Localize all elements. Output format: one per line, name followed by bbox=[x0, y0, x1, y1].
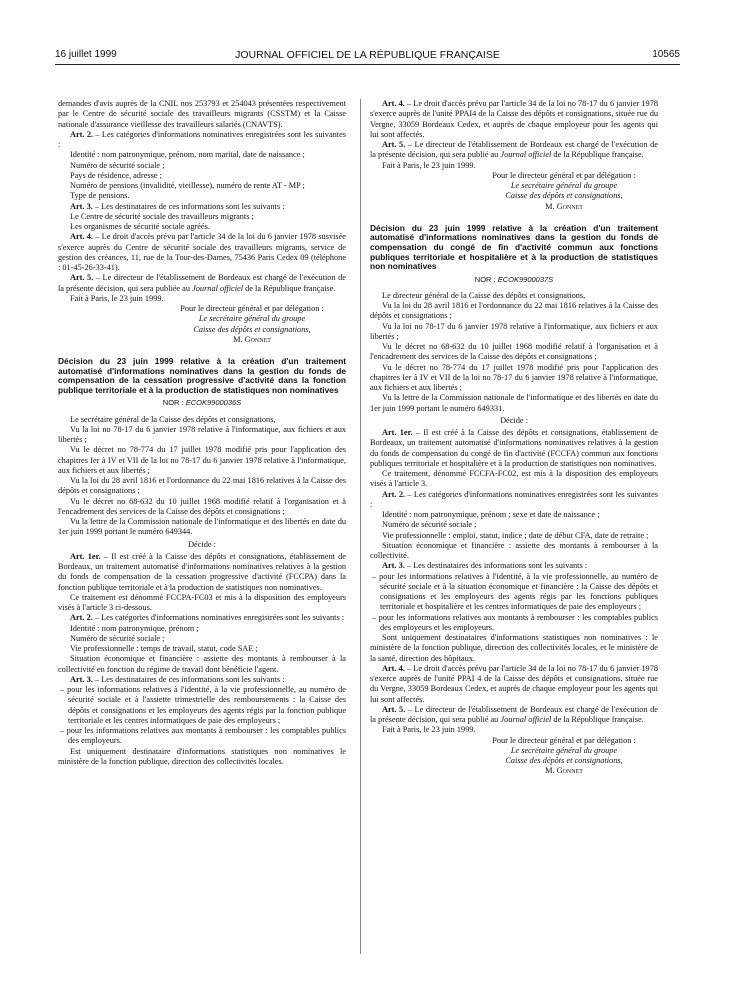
left-sig-line3: Caisse des dépôts et consignations, bbox=[193, 324, 311, 334]
left-art2-item: Pays de résidence, adresse ; bbox=[70, 170, 162, 180]
left-art2-label: Art. 2. bbox=[70, 129, 94, 139]
left-b-art2-item: Identité : nom patronymique, prénom ; bbox=[70, 623, 199, 633]
page-header bbox=[55, 49, 680, 65]
right-sig2-line3: Caisse des dépôts et consignations, bbox=[505, 756, 623, 766]
right-c-art5 bbox=[370, 705, 658, 726]
left-b-art3-label: Art. 3. bbox=[70, 674, 93, 684]
right-b-art2 bbox=[370, 490, 658, 511]
right-sig-name: M. Gonnet bbox=[545, 201, 583, 211]
left-art2-text: – Les catégories d'informations nominatives enregistrées sont les suivantes : bbox=[58, 129, 346, 149]
right-fait: Fait à Paris, le 23 juin 1999. bbox=[382, 160, 476, 170]
left-art3-item: Les organismes de sécurité sociale agréés. bbox=[70, 222, 210, 231]
left-intro: demandes d'avis auprès de la CNIL nos 253793 et 254043 présentées respectivement par le Centre de sécurité sociale des travailleurs migrants (CSSTM) et la Caisse nationale d'assurance vieillesse des travailleurs salariés (CNAVTS). bbox=[58, 99, 346, 129]
right-art4 bbox=[370, 99, 658, 140]
right-visa: Vu la loi du 28 avril 1816 et l'ordonnance du 22 mai 1816 relatives à la Caisse des dépôts et consignations ; bbox=[370, 301, 658, 321]
left-b-art3 bbox=[58, 675, 346, 685]
right-sig2-line2: Le secrétaire général du groupe bbox=[510, 745, 618, 755]
right-nor bbox=[370, 275, 658, 285]
header-rule bbox=[55, 64, 680, 65]
left-art2-item: Type de pensions. bbox=[70, 191, 130, 201]
left-sig-line2: Le secrétaire général du groupe bbox=[198, 314, 306, 324]
right-sig-line1: Pour le directeur général et par délégation : bbox=[492, 170, 636, 180]
left-art2 bbox=[58, 130, 346, 151]
right-b-art1-label: Art. 1er. bbox=[382, 428, 413, 438]
left-visa: Le secrétaire général de la Caisse des dépôts et consignations, bbox=[70, 414, 276, 424]
right-b-art3-text: – Les destinataires des informations sont les suivants : bbox=[404, 561, 588, 571]
left-visa: Vu la loi no 78-17 du 6 janvier 1978 relative à l'informatique, aux fichiers et aux libertés ; bbox=[58, 424, 346, 445]
left-b-art2-item: Situation économique et financière : assiette des montants à rembourser à la collectivité en fonction du régime de travail dont bénéficie l'agent. bbox=[58, 654, 346, 674]
left-b-art3-text: – Les destinataires de ces informations sont les suivants : bbox=[92, 674, 285, 684]
left-b-art2-label: Art. 2. bbox=[70, 613, 93, 623]
left-b-art1-label: Art. 1er. bbox=[70, 551, 101, 561]
header-page-number: 10565 bbox=[652, 49, 680, 60]
header-date: 16 juillet 1999 bbox=[55, 49, 117, 60]
left-art3 bbox=[58, 202, 346, 212]
column-divider bbox=[360, 99, 361, 954]
right-c-art5-text-b: de la République française. bbox=[551, 715, 644, 725]
right-b-art1-text: – Il est créé à la Caisse des dépôts et consignations, établissement de Bordeaux, un traitement automatisé d'informations nominatives relatives à la gestion du fonds de compensation du congé de fin d'activité (FCCFA) commun aux fonctions publiques territoriale et hospitalière et à la production de statistiques non nominatives. bbox=[370, 428, 658, 468]
left-b-art3-item: – pour les informations relatives à l'identité, à la vie professionnelle, au numéro de sécurité sociale et à l'assiette trimestrielle des remboursements : la Caisse des dépôts et consignations et les employeurs des agents régis par la fonction publique territoriale et les centres informatiques de paie des employeurs ; bbox=[60, 685, 346, 725]
right-b-art1 bbox=[370, 428, 658, 469]
right-visa: Vu le décret no 78-774 du 17 juillet 1978 modifié pris pour l'application des chapitres Ier à IV et VII de la loi no 78-17 du 6 janvier 1978 relative à l'informatique, aux fichiers et aux libertés ; bbox=[370, 362, 658, 393]
right-b-art2-text: – Les catégories d'informations nominatives enregistrées sont les suivantes : bbox=[370, 489, 658, 509]
right-b-art2-item: Vie professionnelle : emploi, statut, indice ; date de début CFA, date de retraite ; bbox=[382, 530, 649, 540]
left-nor-label: NOR : bbox=[162, 398, 186, 408]
right-sig2-line1: Pour le directeur général et par délégation : bbox=[492, 735, 636, 745]
right-art5-text-a: – Le directeur de l'établissement de Bordeaux est chargé de l'exécution de la présente décision, qui sera publié au bbox=[370, 140, 658, 160]
right-decision-title: Décision du 23 juin 1999 relative à la création d'un traitement automatisé d'informations nominatives dans la gestion du fonds de compensation du congé de fin d'activité commun aux fonctions publiques territoriale et hospitalière et à la production de statistiques non nominatives bbox=[370, 222, 658, 272]
right-b-art3-item: – pour les informations relatives à l'identité, à la vie professionnelle, au numéro de sécurité sociale et à la situation économique et financière : la Caisse des dépôts et consignations et les employeurs des agents régis par les fonctions publiques territoriale et hospitalière et les centres informatiques de paie des employeurs ; bbox=[372, 571, 658, 612]
right-visa: Le directeur général de la Caisse des dépôts et consignations, bbox=[382, 290, 586, 300]
right-art5-text-b: de la République française. bbox=[551, 150, 644, 160]
right-c-art5-text-a: – Le directeur de l'établissement de Bordeaux est chargé de l'exécution de la présente décision, qui sera publié au bbox=[370, 704, 658, 725]
right-visa: Vu la lettre de la Commission nationale de l'informatique et des libertés en date du 1er juin 1999 portant le numéro 649331. bbox=[370, 393, 658, 413]
right-b-art2-item: Numéro de sécurité sociale ; bbox=[382, 520, 477, 530]
left-visa: Vu la loi du 28 avril 1816 et l'ordonnance du 22 mai 1816 relatives à la Caisse des dépôts et consignations ; bbox=[58, 476, 346, 496]
left-b-art1 bbox=[58, 552, 346, 593]
right-c-art4-text: – Le droit d'accès prévu par l'article 34 de la loi no 78-17 du 6 janvier 1978 s'exerce auprès de l'unité PPAI 4 de la Caisse des dépôts et consignations, située rue du Vergne, 33059 Bordeaux Cedex, et auprès de chaque employeur pour les agents qui lui sont affectés. bbox=[370, 663, 658, 704]
right-column bbox=[370, 99, 658, 777]
right-b-art3-item: – pour les informations relatives aux montants à rembourser : les comptables publics des employeurs et les employeurs. bbox=[372, 612, 658, 632]
right-c-art4 bbox=[370, 664, 658, 705]
left-nor bbox=[58, 398, 346, 408]
right-b-art2-item: Identité : nom patronymique, prénom ; sexe et date de naissance ; bbox=[382, 510, 600, 520]
right-sig-line3: Caisse des dépôts et consignations, bbox=[505, 191, 623, 201]
left-art5-journal: Journal officiel bbox=[192, 283, 244, 293]
left-b-art2-item: Numéro de sécurité sociale ; bbox=[70, 633, 165, 643]
left-fait: Fait à Paris, le 23 juin 1999. bbox=[70, 293, 164, 303]
right-decide: Décide : bbox=[500, 415, 528, 425]
right-nor-code: ECOK9900037S bbox=[497, 274, 554, 284]
left-b-art3-tail: Est uniquement destinataire d'informations statistiques non nominatives le ministère de la fonction publique, direction des collectivités locales. bbox=[58, 746, 346, 766]
right-c-art5-label: Art. 5. bbox=[382, 704, 406, 714]
right-sig2-name: M. Gonnet bbox=[545, 766, 583, 776]
right-b-art3 bbox=[370, 561, 658, 571]
left-art2-item: Numéro de sécurité sociale ; bbox=[70, 160, 165, 170]
right-b-art3-tail: Sont uniquement destinataires d'informations statistiques non nominatives : le ministère de la fonction publique, direction des collectivités locales, et le ministère de la santé, direction des hôpitaux. bbox=[370, 633, 658, 663]
left-visa: Vu la lettre de la Commission nationale de l'informatique et des libertés en date du 1er juin 1999 portant le numéro 649344. bbox=[58, 517, 346, 537]
left-sig-name: M. Gonnet bbox=[233, 334, 271, 344]
left-art3-text: – Les destinataires de ces informations sont les suivants : bbox=[92, 201, 285, 211]
right-b-art3-label: Art. 3. bbox=[382, 561, 405, 571]
left-art5-text-b: de la République française. bbox=[243, 283, 336, 293]
right-art4-label: Art. 4. bbox=[382, 99, 405, 108]
left-sig-line1: Pour le directeur général et par délégation : bbox=[180, 304, 324, 313]
left-b-art1-text2: Ce traitement est dénommé FCCPA-FC03 et mis à la disposition des employeurs visés à l'article 3 ci-dessous. bbox=[58, 592, 346, 613]
right-c-art4-label: Art. 4. bbox=[382, 663, 405, 673]
right-b-art2-label: Art. 2. bbox=[382, 489, 406, 499]
right-sig-line2: Le secrétaire général du groupe bbox=[510, 181, 618, 190]
left-decide: Décide : bbox=[188, 539, 216, 549]
left-art2-item: Identité : nom patronymique, prénom, nom marital, date de naissance ; bbox=[70, 150, 305, 160]
left-art4 bbox=[58, 232, 346, 273]
left-art3-label: Art. 3. bbox=[70, 201, 93, 211]
right-visa: Vu la loi no 78-17 du 6 janvier 1978 relative à l'informatique, aux fichiers et aux libertés ; bbox=[370, 321, 658, 341]
right-nor-label: NOR : bbox=[474, 274, 498, 284]
right-b-art1-text2: Ce traitement, dénommé FCCFA-FC02, est mis à la disposition des employeurs visés à l'article 3. bbox=[370, 469, 658, 489]
right-b-art2-item: Situation économique et financière : assiette des montants à rembourser à la collectivité. bbox=[370, 540, 658, 561]
left-decision-title: Décision du 23 juin 1999 relative à la création d'un traitement automatisé d'informations nominatives dans la gestion du fonds de compensation de la cessation progressive d'activité dans la fonction publique territoriale et à la production de statistiques non nominatives bbox=[58, 356, 346, 395]
left-art3-item: Le Centre de sécurité sociale des travailleurs migrants ; bbox=[70, 211, 254, 221]
left-b-art1-text: – Il est créé à la Caisse des dépôts et consignations, établissement de Bordeaux, un traitement automatisé d'informations nominatives relatives à la gestion du fonds de compensation de la cessation progressive d'activité (FCCPA) dans la fonction publique territoriale et à la production de statistiques non nominatives. bbox=[58, 551, 346, 592]
left-b-art2-text: – Les catégories d'informations nominatives enregistrées sont les suivants : bbox=[92, 613, 345, 623]
right-art4-text: – Le droit d'accès prévu par l'article 34 de la loi no 78-17 du 6 janvier 1978 s'exerce auprès de l'unité PPAI4 de la Caisse des dépôts et consignations, située rue du Vergne, 33059 Bordeaux Cedex, et auprès de chaque employeur pour les agents qui lui sont affectés. bbox=[370, 99, 658, 139]
left-nor-code: ECOK9900036S bbox=[185, 398, 242, 408]
left-b-art3-item: – pour les informations relatives aux montants à rembourser : les comptables publics des employeurs. bbox=[60, 726, 346, 746]
left-b-art2 bbox=[58, 613, 346, 623]
left-art5 bbox=[58, 273, 346, 294]
left-art5-text-a: – Le directeur de l'établissement de Bordeaux est chargé de l'exécution de la présente décision, qui sera publiée au bbox=[58, 273, 346, 293]
left-art4-label: Art. 4. bbox=[70, 232, 93, 242]
left-art2-item: Numéro de pensions (invalidité, vieillesse), numéro de rente AT - MP ; bbox=[70, 181, 305, 190]
right-fait2: Fait à Paris, le 23 juin 1999. bbox=[382, 725, 476, 735]
left-art5-label: Art. 5. bbox=[70, 273, 94, 283]
right-art5 bbox=[370, 140, 658, 161]
left-column bbox=[58, 99, 346, 767]
left-b-art2-item: Vie professionnelle : temps de travail, statut, code SAE ; bbox=[70, 644, 258, 654]
right-visa: Vu le décret no 68-632 du 10 juillet 1968 modifié relatif à l'organisation et à l'encadrement des services de la Caisse des dépôts et consignations ; bbox=[370, 342, 658, 362]
left-visa: Vu le décret no 68-632 du 10 juillet 1968 modifié relatif à l'organisation et à l'encadrement des services de la Caisse des dépôts et consignations ; bbox=[58, 496, 346, 516]
right-art5-journal: Journal officiel bbox=[500, 150, 552, 160]
left-visa: Vu le décret no 78-774 du 17 juillet 1978 modifié pris pour l'application des chapitres Ier à IV et VII de la loi no 78-17 du 6 janvier 1978 relative à l'informatique, aux fichiers et aux libertés ; bbox=[58, 445, 346, 475]
right-c-art5-journal: Journal officiel bbox=[500, 715, 552, 725]
left-art4-text: – Le droit d'accès prévu par l'article 34 de la loi du 6 janvier 1978 susvisée s'exerce auprès du Centre de sécurité sociale des travailleurs migrants, service de gestion des créances, 11, rue de la Tour-des-Dames, 75436 Paris Cedex 09 (téléphone : 01-45-26-33-41). bbox=[58, 232, 346, 272]
header-journal-title: JOURNAL OFFICIEL DE LA RÉPUBLIQUE FRANÇAISE bbox=[235, 49, 500, 61]
right-art5-label: Art. 5. bbox=[382, 140, 406, 149]
